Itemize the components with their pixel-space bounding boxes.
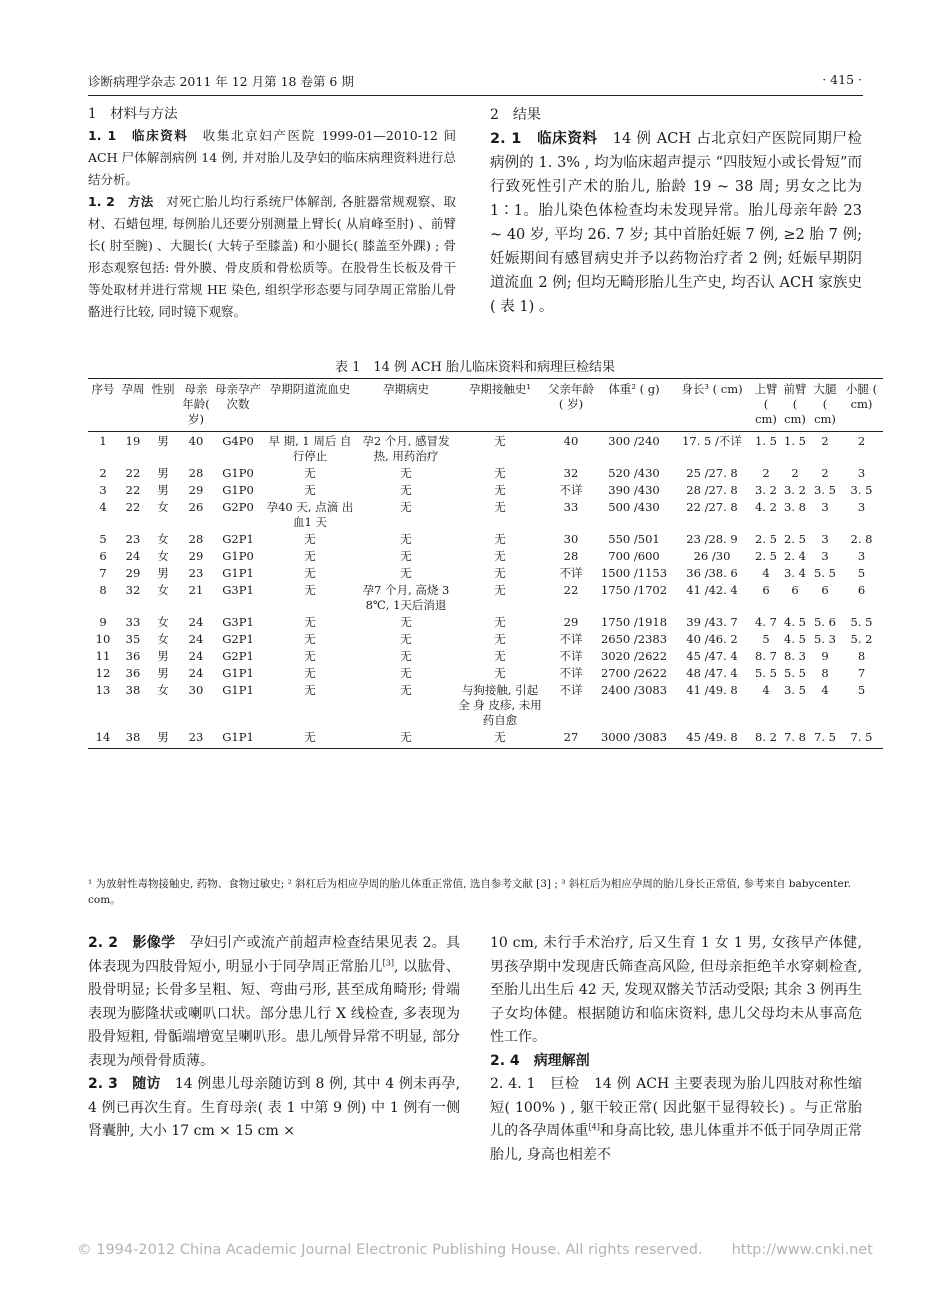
- table-cell: 无: [400, 632, 412, 646]
- table-row: [88, 464, 883, 481]
- table-cell: 无: [400, 549, 412, 563]
- table-cell: 6: [99, 549, 107, 563]
- table-cell: 14: [88, 728, 118, 749]
- table-cell: 孕2 个月, 感冒发热, 用药治疗: [362, 434, 450, 463]
- table-cell: 无: [358, 728, 454, 749]
- table-cell: 28: [188, 532, 204, 546]
- table-cell: 10: [95, 632, 111, 646]
- table-cell: 4. 2: [755, 500, 777, 514]
- table-cell: 7. 8: [780, 728, 810, 749]
- paragraph-followup: [88, 1073, 460, 1144]
- page-number: · 415 ·: [822, 72, 862, 87]
- table-cell: 3: [857, 500, 866, 514]
- table-cell: 4: [762, 683, 770, 697]
- table-cell: 5. 5: [814, 566, 836, 580]
- paragraph-followup-cont: 10 cm, 未行手术治疗, 后又生育 1 女 1 男, 女孩早产体健, 男孩孕期中发现唐氏筛查高风险, 但母亲拒绝羊水穿刺检查, 至胎儿出生后 42 天, 发现双髂关节活动受限; 其余 3 例再生子女均体健。根据随访和临床资料, 患儿父母均未从事高危性工作。: [490, 935, 862, 1045]
- table-cell: 无: [304, 649, 316, 663]
- table-header-cell: 母亲孕产次数: [214, 379, 262, 432]
- table-cell: 无: [400, 500, 412, 514]
- table-cell: 40 /46. 2: [686, 632, 738, 646]
- copyright-footer: © 1994-2012 China Academic Journal Electronic Publishing House. All rights reserved. http://www.cnki.net: [77, 1242, 873, 1258]
- table-cell: 45 /47. 4: [686, 649, 738, 663]
- table-cell: 7: [99, 566, 107, 580]
- table-cell: 3. 2: [784, 483, 806, 497]
- table-cell: 早 期, 1 周后 自 行停止: [268, 434, 352, 463]
- table-cell: 3. 8: [784, 500, 806, 514]
- table-header-cell: 性别: [148, 379, 178, 432]
- table-cell: 36 /38. 6: [686, 566, 738, 580]
- table-cell: 男: [157, 566, 169, 580]
- table-row: [88, 647, 883, 664]
- table-cell: 35: [125, 632, 141, 646]
- section-title: 影像学: [132, 935, 176, 951]
- table-cell: 男: [157, 434, 169, 448]
- table-cell: 无: [494, 532, 506, 546]
- table-cell: 41 /42. 4: [686, 583, 738, 597]
- table-cell: 36: [125, 649, 141, 663]
- section-heading-2: 2 结果: [490, 107, 541, 123]
- table-cell: 3. 4: [784, 566, 806, 580]
- table-cell: 4. 5: [784, 615, 806, 629]
- table-cell: 28 /27. 8: [686, 483, 738, 497]
- table-cell: 无: [494, 434, 506, 448]
- table-cell: 女: [157, 500, 169, 514]
- section-number: 1. 1: [88, 128, 117, 143]
- section-number: 2. 2: [88, 935, 118, 951]
- section-title: 巨检: [550, 1076, 580, 1092]
- table-cell: 无: [400, 615, 412, 629]
- table-cell: 17. 5 /不详: [682, 434, 742, 448]
- table-cell: 41 /49. 8: [686, 683, 738, 697]
- table-cell: 38: [118, 728, 148, 749]
- table-cell: 无: [304, 632, 316, 646]
- paragraph-results-clinical: [490, 127, 862, 319]
- table-cell: 300 /240: [608, 434, 660, 448]
- table-cell: 2. 5: [755, 549, 777, 563]
- table-cell: 2: [791, 466, 799, 480]
- section-title: 临床资料: [131, 128, 189, 143]
- table-cell: 500 /430: [608, 500, 660, 514]
- table-cell: 19: [125, 434, 141, 448]
- table-header-row: [88, 379, 883, 432]
- table-cell: 孕40 天, 点滴 出 血1 天: [266, 500, 354, 529]
- journal-header: 诊断病理学杂志 2011 年 12 月第 18 卷第 6 期: [88, 74, 354, 89]
- table-cell: 6: [791, 583, 799, 597]
- table-cell: 9: [821, 649, 829, 663]
- table-cell: 28: [563, 549, 579, 563]
- table-row: [88, 728, 883, 749]
- table-cell: 4: [762, 566, 770, 580]
- table-cell: 24: [188, 632, 204, 646]
- table-cell: 3: [857, 549, 866, 563]
- table-cell: 5. 2: [850, 632, 873, 646]
- table-cell: 390 /430: [608, 483, 660, 497]
- table-body: [88, 432, 883, 749]
- table-cell: 无: [400, 666, 412, 680]
- table-row: [88, 530, 883, 547]
- table-cell: 无: [494, 666, 506, 680]
- table-cell: 8: [857, 649, 866, 663]
- table-cell: 22: [125, 500, 141, 514]
- table-cell: 3: [821, 549, 829, 563]
- citation-ref: [3]: [382, 957, 394, 967]
- table-cell: 26 /30: [693, 549, 731, 563]
- table-cell: 5. 3: [814, 632, 836, 646]
- table-cell: 29: [563, 615, 579, 629]
- table-cell: 2: [857, 434, 866, 448]
- section-number: 2. 1: [490, 131, 522, 147]
- table-header-cell: 身长³ ( cm): [672, 379, 752, 432]
- table-cell: 6: [821, 583, 829, 597]
- table-cell: 40: [188, 434, 204, 448]
- table-cell: 女: [157, 583, 169, 597]
- table-cell: 无: [400, 532, 412, 546]
- table-cell: G2P1: [222, 649, 254, 663]
- section-title: 方法: [127, 194, 154, 209]
- table-cell: 29: [188, 483, 204, 497]
- table-cell: 22: [125, 483, 141, 497]
- section-title: 随访: [132, 1076, 161, 1092]
- table-cell: 1750 /1918: [600, 615, 668, 629]
- table-header-cell: 孕期病史: [358, 379, 454, 432]
- table-cell: 13: [95, 683, 111, 697]
- table-cell: 3: [821, 500, 829, 514]
- table-cell: 27: [546, 728, 596, 749]
- table-cell: 无: [494, 615, 506, 629]
- table-row: [88, 547, 883, 564]
- table-cell: 550 /501: [608, 532, 660, 546]
- section-title: 病理解剖: [533, 1052, 590, 1069]
- table-cell: 无: [494, 583, 506, 597]
- table-row: [88, 432, 883, 465]
- table-cell: 40: [563, 434, 579, 448]
- table-cell: 23 /28. 9: [686, 532, 738, 546]
- table-cell: 32: [125, 583, 141, 597]
- table-cell: 4. 5: [784, 632, 806, 646]
- table-cell: 与狗接触, 引起 全 身 皮疹, 未用药自愈: [458, 683, 542, 727]
- table-row: [88, 664, 883, 681]
- table-header-cell: 上臂 ( cm): [752, 379, 780, 432]
- table-cell: 1500 /1153: [600, 566, 668, 580]
- table-cell: G1P1: [222, 566, 254, 580]
- table-cell: 9: [99, 615, 107, 629]
- table-cell: 6: [762, 583, 770, 597]
- table-row: [88, 613, 883, 630]
- section-title: 临床资料: [537, 131, 598, 147]
- table-cell: 24: [188, 649, 204, 663]
- section-number: 2. 4. 1: [490, 1076, 536, 1092]
- table-cell: 3. 5: [850, 483, 873, 497]
- table-cell: 8. 3: [784, 649, 806, 663]
- table-cell: 无: [304, 683, 316, 697]
- table-cell: 2700 /2622: [600, 666, 668, 680]
- table-cell: 22 /27. 8: [686, 500, 738, 514]
- header-rule: [88, 95, 863, 96]
- table-cell: 2. 5: [784, 532, 806, 546]
- table-cell: G3P1: [222, 615, 254, 629]
- table-cell: 8: [99, 583, 107, 597]
- table-footnote: ¹ 为放射性毒物接触史, 药物、食物过敏史; ² 斜杠后为相应孕周的胎儿体重正常值, 选自参考文献 [3] ; ³ 斜杠后为相应孕周的胎儿身长正常值, 参考来自 babycenter. com。: [88, 878, 851, 906]
- table-cell: 女: [157, 615, 169, 629]
- table-cell: 1: [99, 434, 107, 448]
- table-cell: 3: [857, 466, 866, 480]
- table-cell: 6: [857, 583, 866, 597]
- table-cell: 48 /47. 4: [686, 666, 738, 680]
- paragraph-clinical-data: [88, 125, 456, 191]
- table-cell: G4P0: [222, 434, 254, 448]
- table-cell: 1750 /1702: [600, 583, 668, 597]
- table-cell: 无: [494, 632, 506, 646]
- table-cell: 4. 7: [755, 615, 777, 629]
- table-cell: 无: [400, 649, 412, 663]
- table-cell: 38: [125, 683, 141, 697]
- table-cell: G1P0: [222, 549, 254, 563]
- table-cell: 4: [99, 500, 107, 514]
- section-number: 1. 2: [88, 194, 115, 209]
- table-cell: 8. 7: [755, 649, 777, 663]
- table-cell: 4: [821, 683, 829, 697]
- table-cell: G1P1: [222, 666, 254, 680]
- table-cell: 7: [857, 666, 866, 680]
- table-cell: 36: [125, 666, 141, 680]
- table-cell: 无: [262, 728, 358, 749]
- table-cell: 2: [99, 466, 107, 480]
- table-cell: 3: [821, 532, 829, 546]
- paragraph-text: 14 例 ACH 主要表现为胎儿四肢对称性缩短( 100% ) , 躯干较正常( 因此躯干显得较长) 。与正常胎儿的各孕周体重: [490, 1076, 863, 1139]
- table-cell: 3. 2: [755, 483, 777, 497]
- table-cell: 3. 5: [814, 483, 836, 497]
- table-caption: 表 1 14 例 ACH 胎儿临床资料和病理巨检结果: [334, 360, 615, 375]
- table-cell: 无: [400, 683, 412, 697]
- table-cell: 不详: [559, 666, 583, 680]
- table-cell: 男: [157, 483, 169, 497]
- table-cell: 男: [157, 649, 169, 663]
- table-cell: 女: [157, 549, 169, 563]
- table-cell: G2P1: [222, 532, 254, 546]
- table-cell: 24: [188, 666, 204, 680]
- paragraph-text: 14 例患儿母亲随访到 8 例, 其中 4 例未再孕, 4 例已再次生育。生育母亲( 表 1 中第 9 例) 中 1 例有一侧肾囊肿, 大小 17 cm × 15 cm ×: [88, 1076, 461, 1139]
- table-cell: 无: [304, 549, 316, 563]
- table-cell: 2: [821, 466, 829, 480]
- table-cell: 无: [494, 500, 506, 514]
- results-section: [490, 103, 862, 319]
- table-cell: 5. 5: [784, 666, 806, 680]
- paragraph-pathology-heading: [490, 1050, 862, 1074]
- section-heading-1: 1 材料与方法: [88, 106, 178, 122]
- table-header-cell: 大腿 ( cm): [810, 379, 840, 432]
- table-cell: 23: [178, 728, 214, 749]
- materials-methods-section: [88, 103, 456, 323]
- table-header-cell: 父亲年龄( 岁): [546, 379, 596, 432]
- table-cell: 7. 5: [840, 728, 883, 749]
- table-cell: G1P1: [214, 728, 262, 749]
- table-cell: 无: [454, 728, 546, 749]
- paragraph-text: 收集北京妇产医院 1999-01—2010-12 间 ACH 尸体解剖病例 14 例, 并对胎儿及孕妇的临床病理资料进行总结分析。: [88, 128, 456, 187]
- table-cell: 5: [99, 532, 107, 546]
- table-cell: G2P0: [222, 500, 254, 514]
- table-cell: 无: [304, 566, 316, 580]
- table-row: [88, 681, 883, 728]
- table-cell: 2. 4: [784, 549, 806, 563]
- table-cell: 1. 5: [784, 434, 806, 448]
- table-cell: 29: [188, 549, 204, 563]
- table-cell: 不详: [559, 649, 583, 663]
- paragraph-text: , 以肱骨、股骨明显; 长骨多呈粗、短、弯曲弓形, 甚至成角畸形; 骨端表现为膨隆状或喇叭口状。部分患儿行 X 线检查, 多表现为股骨短粗, 骨骺端增宽呈喇叭形。患儿颅骨异常不明显, 部分表现为颅骨骨质薄。: [88, 958, 460, 1069]
- table-cell: 5. 6: [814, 615, 836, 629]
- table-row: [88, 498, 883, 530]
- table-cell: G3P1: [222, 583, 254, 597]
- table-header-cell: 孕期阴道流血史: [262, 379, 358, 432]
- table-header-cell: 体重² ( g): [596, 379, 672, 432]
- table-row: [88, 581, 883, 613]
- paragraph-imaging: [88, 932, 460, 1073]
- table-cell: 21: [188, 583, 204, 597]
- table-cell: 3000 /3083: [596, 728, 672, 749]
- table-cell: 12: [95, 666, 111, 680]
- paragraph-text: 14 例 ACH 占北京妇产医院同期尸检病例的 1. 3% , 均为临床超声提示 “四肢短小或长骨短”而行致死性引产术的胎儿, 胎龄 19 ~ 38 周; 男女之比为 1∶1。胎儿染色体检查均未发现异常。胎儿母亲年龄 23 ~ 40 岁, 平均 26. 7 岁; 其中首胎妊娠 7 例, ≥2 胎 7 例; 妊娠期间有感冒病史并予以药物治疗者 2 例; 妊娠早期阴道流血 2 例; 但均无畸形胎儿生产史, 均否认 ACH 家族史( 表 1) 。: [490, 131, 862, 315]
- paragraph-gross: [490, 1073, 862, 1167]
- table-cell: 3. 5: [784, 683, 806, 697]
- table-cell: 8. 2: [752, 728, 780, 749]
- table-cell: 5: [857, 683, 866, 697]
- table-cell: 30: [188, 683, 204, 697]
- table-cell: 3020 /2622: [600, 649, 668, 663]
- section-number: 2. 4: [490, 1052, 520, 1069]
- table-cell: 30: [563, 532, 579, 546]
- paragraph-text: 孕妇引产或流产前超声检查结果见表 2。具体表现为四肢骨短小, 明显小于同孕周正常胎儿: [88, 935, 461, 975]
- table-cell: 23: [188, 566, 204, 580]
- table-cell: G1P1: [222, 683, 254, 697]
- table-cell: 女: [157, 532, 169, 546]
- table-cell: 不详: [559, 566, 583, 580]
- table-cell: 无: [304, 583, 316, 597]
- table-cell: 7. 5: [810, 728, 840, 749]
- table-cell: 8: [821, 666, 829, 680]
- table-cell: 2: [762, 466, 770, 480]
- pathology-section: [490, 932, 862, 1167]
- table-cell: 29: [125, 566, 141, 580]
- table-row: [88, 630, 883, 647]
- paragraph-methods: [88, 191, 456, 323]
- table-cell: 24: [188, 615, 204, 629]
- table-cell: 女: [157, 683, 169, 697]
- table-cell: 男: [157, 666, 169, 680]
- table-cell: 女: [157, 632, 169, 646]
- table-cell: 不详: [559, 683, 583, 697]
- table-cell: 2. 5: [755, 532, 777, 546]
- section-number: 2. 3: [88, 1076, 118, 1092]
- table-row: [88, 481, 883, 498]
- table-row: [88, 564, 883, 581]
- table-cell: 无: [400, 566, 412, 580]
- table-header-cell: 前臂 ( cm): [780, 379, 810, 432]
- table-cell: 45 /49. 8: [672, 728, 752, 749]
- table-cell: 33: [563, 500, 579, 514]
- table-cell: 男: [148, 728, 178, 749]
- table-cell: 无: [304, 615, 316, 629]
- table-cell: G1P0: [222, 466, 254, 480]
- table-cell: 无: [400, 483, 412, 497]
- table-cell: 520 /430: [608, 466, 660, 480]
- table-cell: 5: [857, 566, 866, 580]
- table-cell: G1P0: [222, 483, 254, 497]
- table-cell: 2400 /3083: [600, 683, 668, 697]
- table-cell: 1. 5: [755, 434, 777, 448]
- paragraph-text: 和身高比较, 患儿体重并不低于同孕周正常胎儿, 身高也相差不: [490, 1123, 863, 1163]
- table-cell: 32: [563, 466, 579, 480]
- table-cell: 不详: [559, 632, 583, 646]
- table-cell: 无: [494, 649, 506, 663]
- table-cell: 23: [125, 532, 141, 546]
- paragraph-text: 对死亡胎儿均行系统尸体解剖, 各脏器常规观察、取材、石蜡包埋, 每例胎儿还要分别测量上臂长( 从肩峰至肘) 、前臂长( 肘至腕) 、大腿长( 大转子至膝盖) 和小腿长( 膝盖至外踝) ; 骨形态观察包括: 骨外膜、骨皮质和骨松质等。在股骨生长板及骨干等处取材并进行常规 HE 染色, 组织学形态要与同孕周正常胎儿骨骼进行比较, 同时镜下观察。: [88, 194, 456, 319]
- table-cell: 无: [400, 466, 412, 480]
- clinical-table: [88, 378, 883, 749]
- imaging-followup-section: [88, 932, 460, 1144]
- table-cell: 不详: [559, 483, 583, 497]
- table-cell: 无: [494, 466, 506, 480]
- table-cell: 5: [762, 632, 770, 646]
- table-cell: 2. 8: [850, 532, 873, 546]
- table-cell: 25 /27. 8: [686, 466, 738, 480]
- table-cell: 无: [304, 466, 316, 480]
- table-cell: 3: [99, 483, 107, 497]
- table-cell: 无: [494, 566, 506, 580]
- table-header-cell: 孕周: [118, 379, 148, 432]
- table-cell: 22: [125, 466, 141, 480]
- table-cell: 24: [125, 549, 141, 563]
- table-cell: 无: [304, 666, 316, 680]
- table-cell: 5. 5: [755, 666, 777, 680]
- table-cell: 无: [494, 483, 506, 497]
- table-cell: 28: [188, 466, 204, 480]
- table-cell: 22: [563, 583, 579, 597]
- table-cell: G2P1: [222, 632, 254, 646]
- table-cell: 孕7 个月, 高烧 38℃, 1天后消退: [362, 583, 450, 612]
- table-header-cell: 母亲年龄( 岁): [178, 379, 214, 432]
- table-cell: 无: [304, 483, 316, 497]
- table-cell: 26: [188, 500, 204, 514]
- table-cell: 男: [157, 466, 169, 480]
- table-header-cell: 序号: [88, 379, 118, 432]
- table-header-cell: 小腿 ( cm): [840, 379, 883, 432]
- citation-ref: [4]: [588, 1122, 600, 1132]
- table-cell: 2: [821, 434, 829, 448]
- table-cell: 11: [95, 649, 111, 663]
- table-cell: 700 /600: [608, 549, 660, 563]
- table-cell: 2650 /2383: [600, 632, 668, 646]
- table-cell: 33: [125, 615, 141, 629]
- table-cell: 5. 5: [850, 615, 873, 629]
- table-cell: 无: [494, 549, 506, 563]
- table-cell: 39 /43. 7: [686, 615, 738, 629]
- table-header-cell: 孕期接触史¹: [454, 379, 546, 432]
- table-cell: 无: [304, 532, 316, 546]
